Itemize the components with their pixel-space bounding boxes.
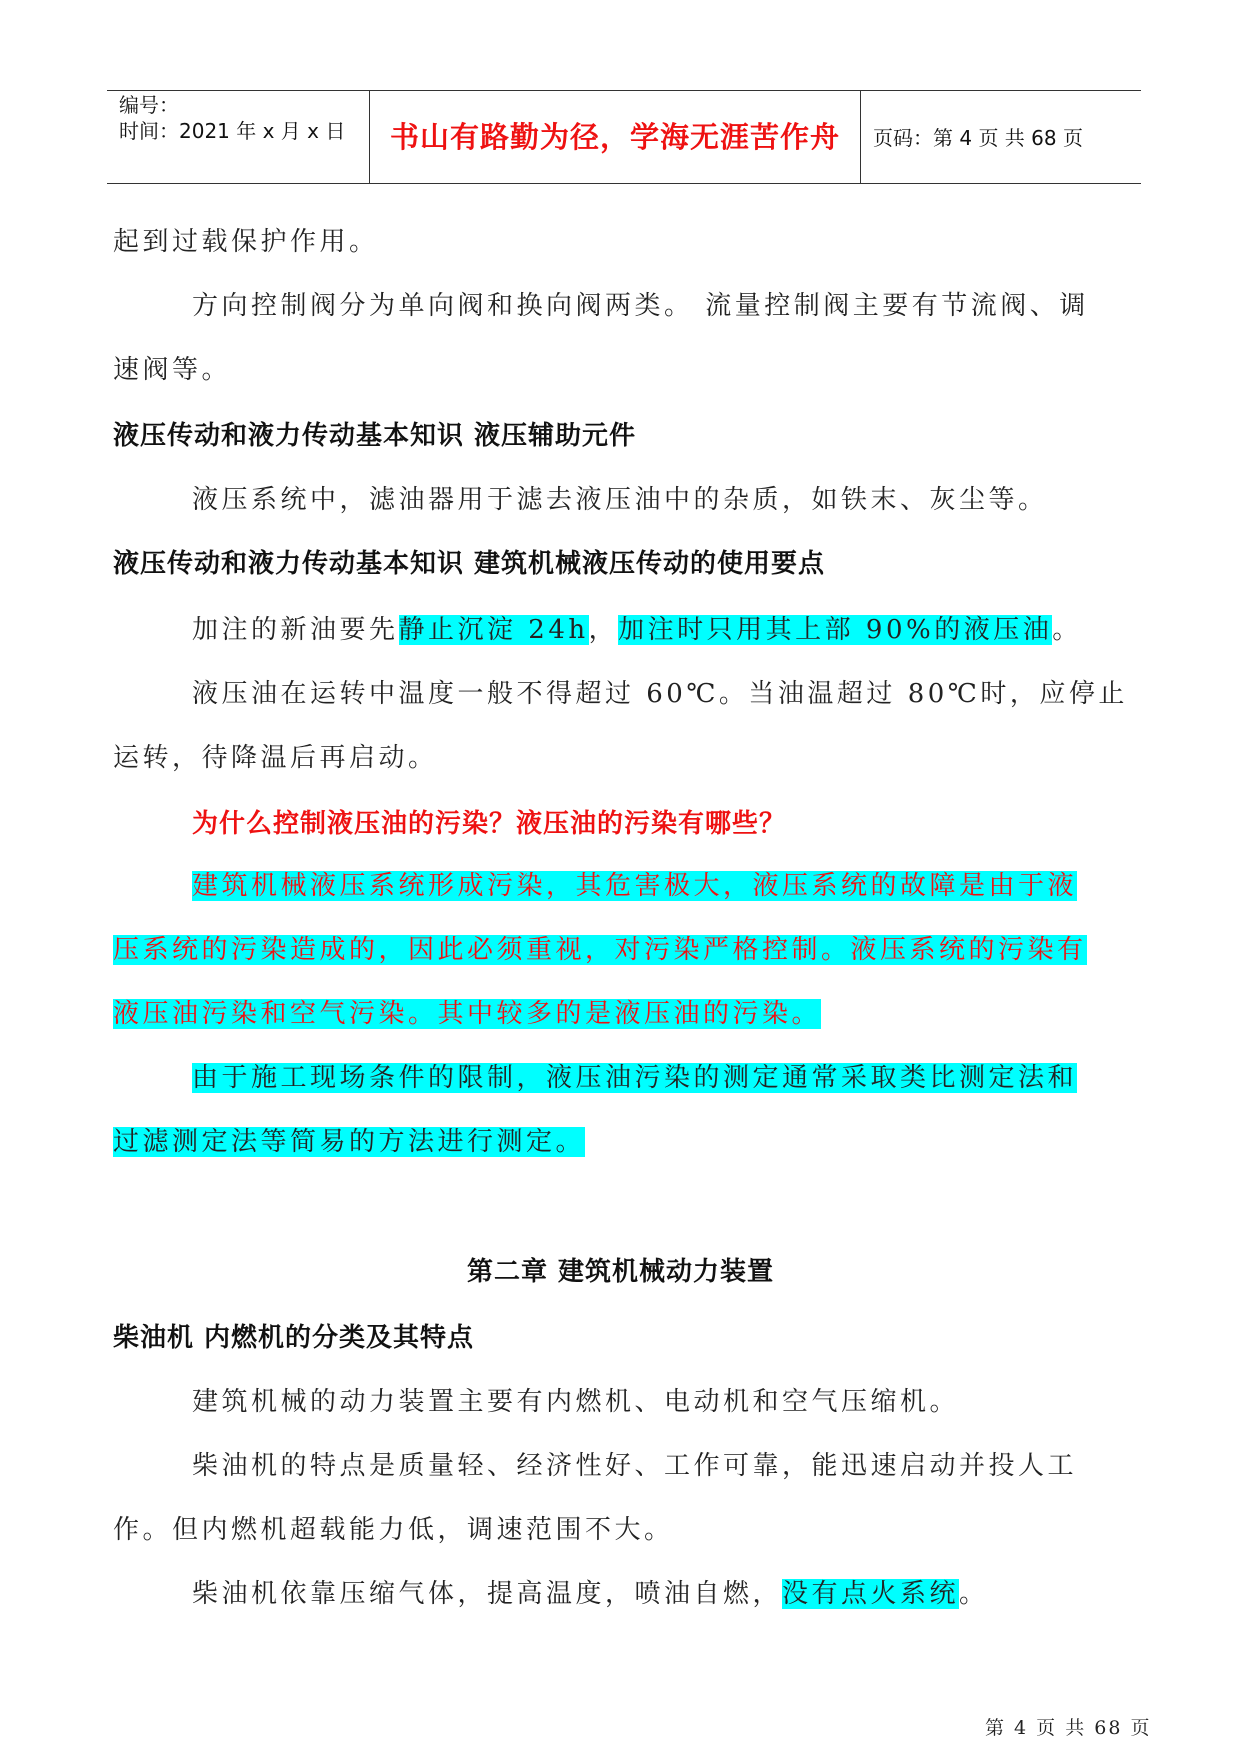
answer-pollution-line1 — [192, 868, 1222, 904]
answer-line1-text: 建筑机械液压系统形成污染，其危害极大，液压系统的故障是由于液 — [192, 871, 1078, 901]
highlight-settle-24h: 静止沉淀 24h — [398, 615, 589, 645]
new-oil-text-e: 。 — [1052, 615, 1082, 645]
header-meta-cell — [107, 91, 370, 183]
section-heading-auxiliary: 液压传动和液力传动基本知识 液压辅助元件 — [113, 421, 637, 451]
paragraph-oil-temp-line2: 运转，待降温后再启动。 — [113, 743, 438, 773]
document-header — [107, 90, 1141, 184]
section-heading-usage-points: 液压传动和液力传动基本知识 建筑机械液压传动的使用要点 — [113, 549, 826, 579]
paragraph-measurement-line1 — [192, 1060, 1222, 1096]
paragraph-diesel-features-line2: 作。但内燃机超载能力低，调速范围不大。 — [113, 1515, 674, 1545]
paragraph-oil-temp-line1: 液压油在运转中温度一般不得超过 60℃。当油温超过 80℃时，应停止 — [192, 679, 1128, 709]
section-heading-diesel: 柴油机 内燃机的分类及其特点 — [113, 1323, 475, 1353]
answer-pollution-line3 — [113, 996, 1143, 1032]
answer-line2-text: 压系统的污染造成的，因此必须重视，对污染严格控制。液压系统的污染有 — [113, 935, 1087, 965]
ignition-text-a: 柴油机依靠压缩气体，提高温度，喷油自燃， — [192, 1579, 783, 1609]
header-motto-cell — [370, 91, 861, 183]
answer-line3-text: 液压油污染和空气污染。其中较多的是液压油的污染。 — [113, 999, 822, 1029]
paragraph-overload: 起到过载保护作用。 — [113, 227, 379, 257]
doc-number-label: 编号： — [119, 93, 179, 117]
measurement-line2-text: 过滤测定法等简易的方法进行测定。 — [113, 1127, 586, 1157]
header-page-cell — [861, 91, 1141, 183]
paragraph-direction-valve-line1: 方向控制阀分为单向阀和换向阀两类。 流量控制阀主要有节流阀、调 — [192, 291, 1089, 321]
highlight-upper-90: 加注时只用其上部 90%的液压油 — [618, 615, 1053, 645]
header-page-label: 页码：第 4 页 共 68 页 — [873, 126, 1083, 150]
paragraph-direction-valve-line2: 速阀等。 — [113, 355, 232, 385]
new-oil-text-c: ， — [588, 615, 619, 645]
header-motto: 书山有路勤为径，学海无涯苦作舟 — [389, 120, 840, 154]
paragraph-new-oil — [192, 612, 1222, 648]
measurement-line1-text: 由于施工现场条件的限制，液压油污染的测定通常采取类比测定法和 — [192, 1063, 1078, 1093]
paragraph-filter: 液压系统中，滤油器用于滤去液压油中的杂质，如铁末、灰尘等。 — [192, 485, 1048, 515]
answer-pollution-line2 — [113, 932, 1143, 968]
paragraph-diesel-features-line1: 柴油机的特点是质量轻、经济性好、工作可靠，能迅速启动并投人工 — [192, 1451, 1078, 1481]
paragraph-power-units: 建筑机械的动力装置主要有内燃机、电动机和空气压缩机。 — [192, 1387, 960, 1417]
page-footer: 第 4 页 共 68 页 — [985, 1717, 1152, 1739]
highlight-no-ignition: 没有点火系统 — [782, 1579, 960, 1609]
paragraph-ignition — [192, 1576, 1222, 1612]
paragraph-measurement-line2 — [113, 1124, 1143, 1160]
doc-time-label: 时间：2021 年 x 月 x 日 — [119, 119, 346, 143]
chapter-title: 第二章 建筑机械动力装置 — [466, 1257, 775, 1287]
ignition-text-c: 。 — [959, 1579, 989, 1609]
question-pollution: 为什么控制液压油的污染？液压油的污染有哪些？ — [192, 809, 787, 839]
new-oil-text-a: 加注的新油要先 — [192, 615, 399, 645]
